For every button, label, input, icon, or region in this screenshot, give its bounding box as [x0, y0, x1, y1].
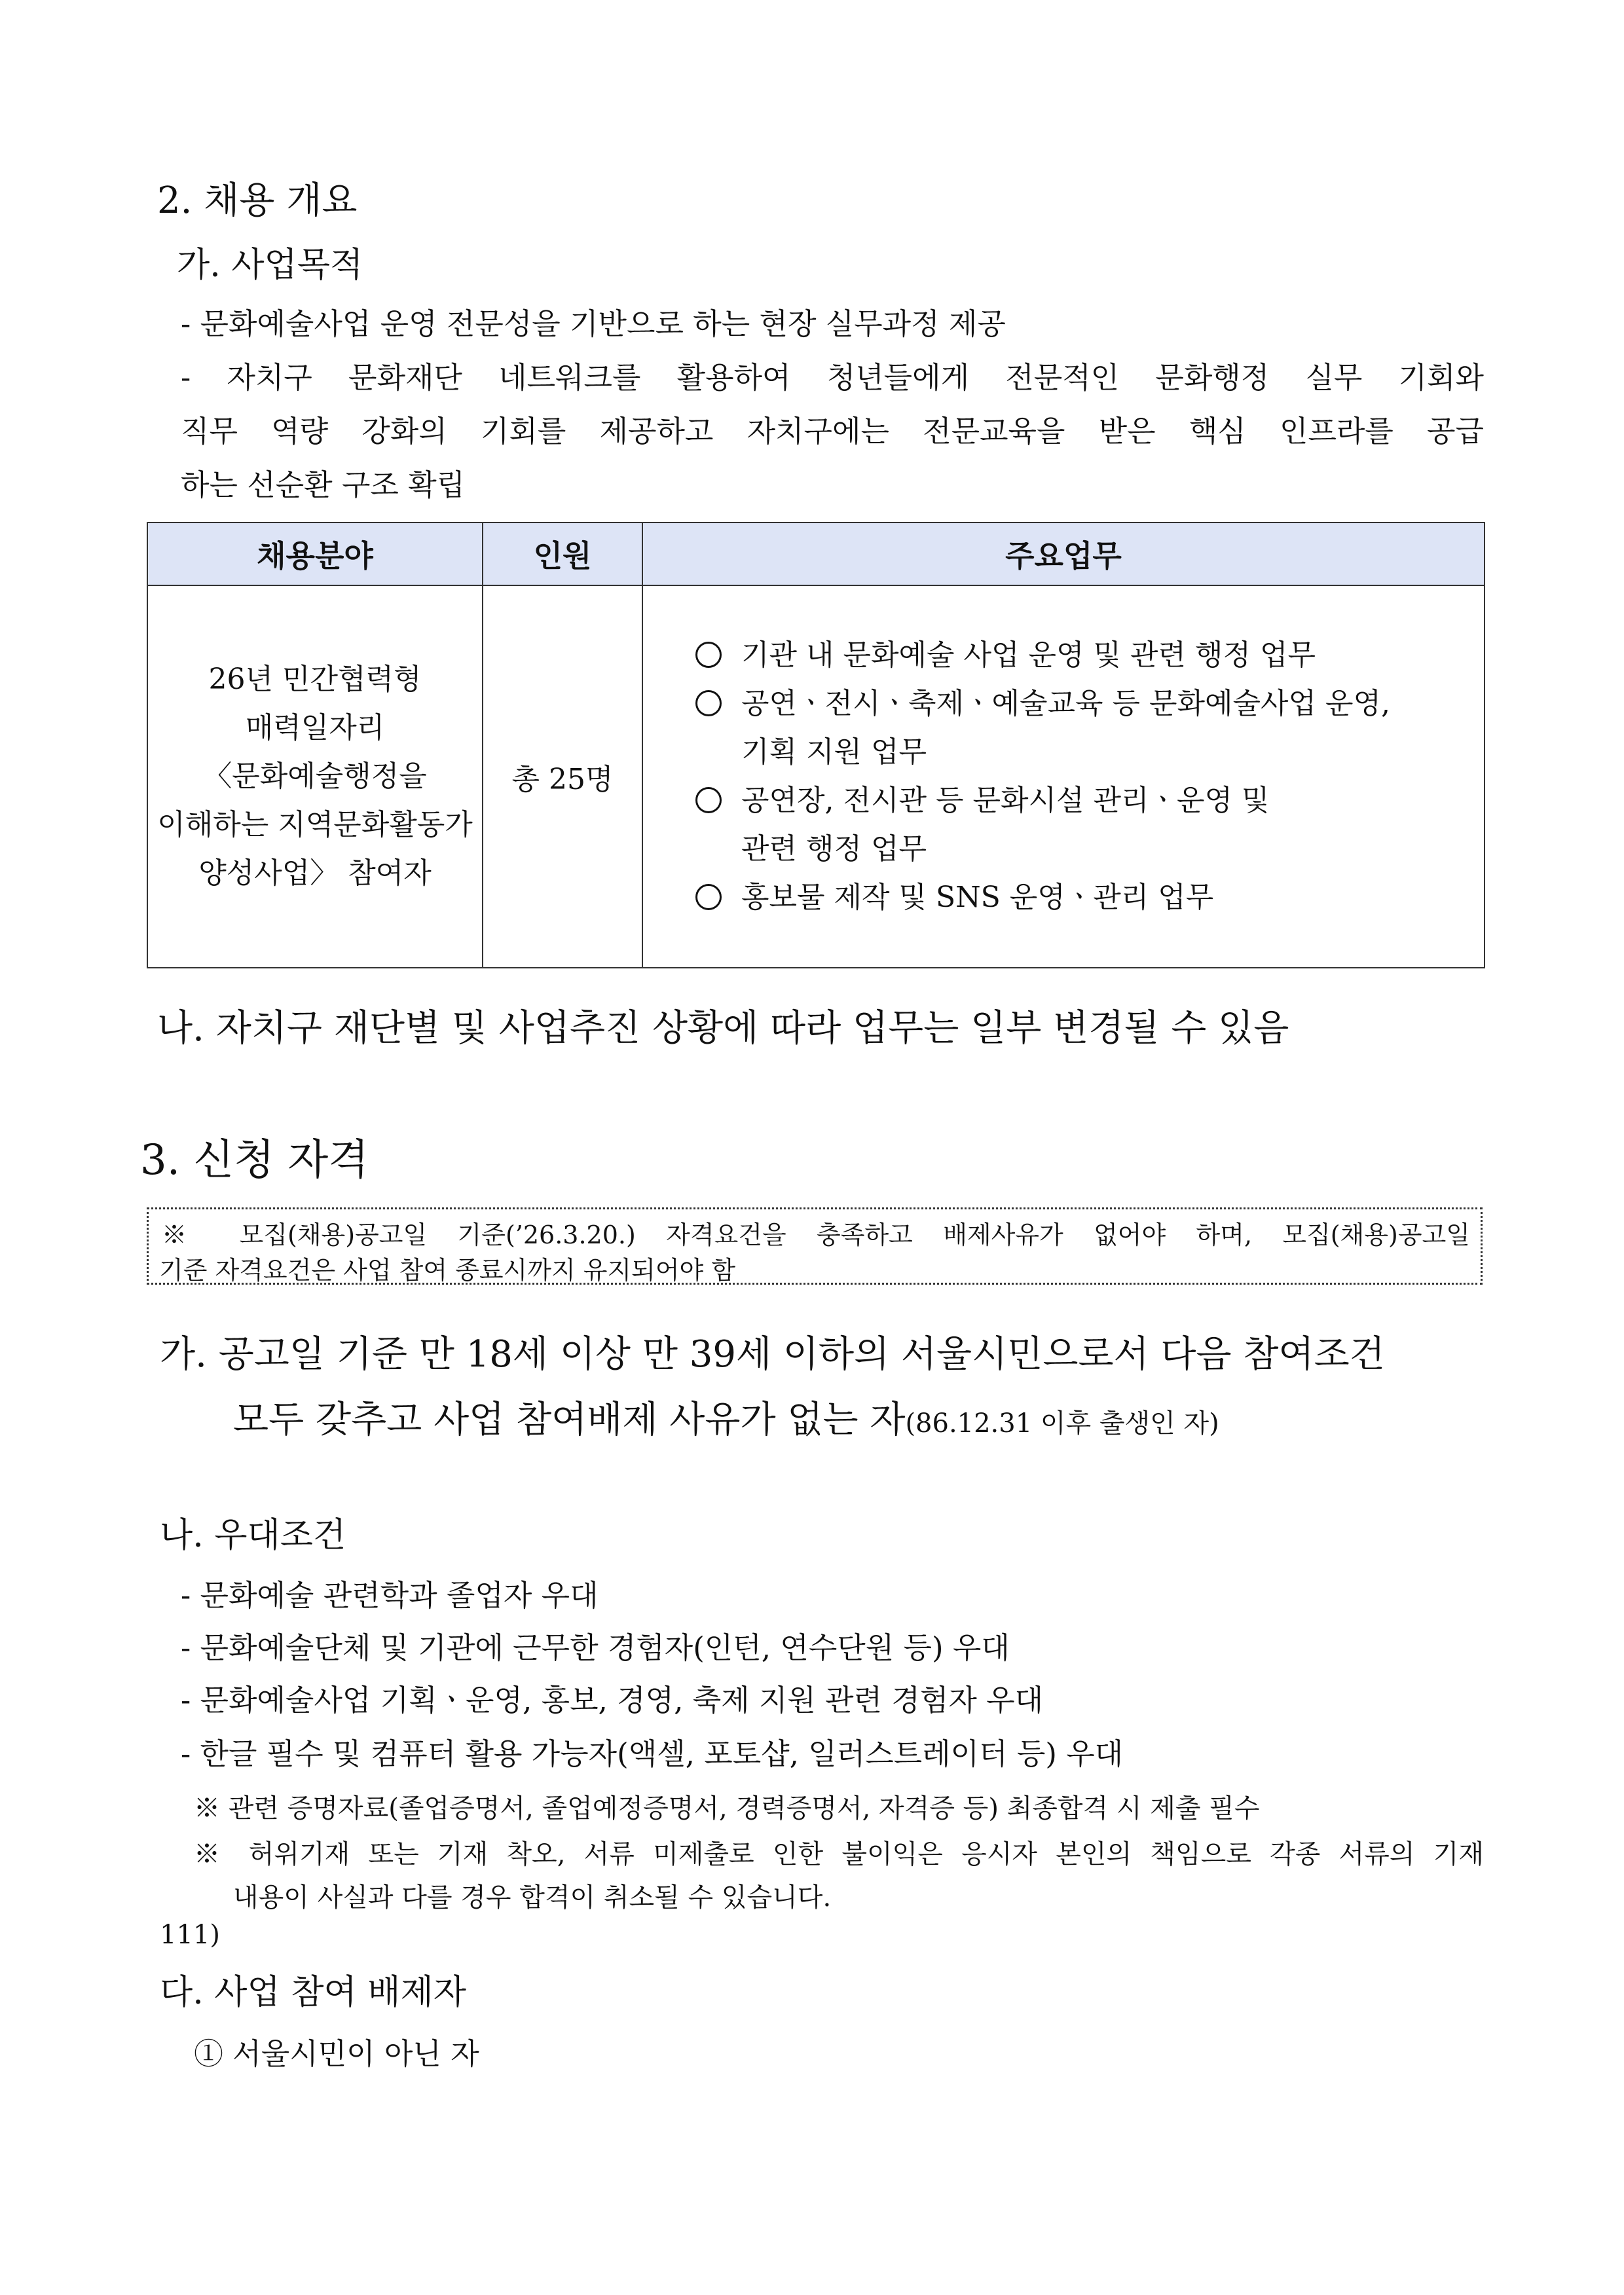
field-line: 이해하는 지역문화활동가 — [157, 808, 473, 841]
eligibility-line-1: 가. 공고일 기준 만 18세 이상 만 39세 이하의 서울시민으로서 다음 참여조건 — [160, 1333, 1385, 1376]
headcount-cell: 총 25명 — [483, 585, 642, 968]
purpose-title: 가. 사업목적 — [177, 246, 363, 285]
eligibility-notice-box — [147, 1207, 1483, 1285]
field-line: 〈문화예술행정을 — [203, 760, 427, 793]
table-header-row — [147, 523, 1485, 585]
purpose-line-4: 하는 선순환 구조 확립 — [181, 468, 466, 502]
preference-item: - 문화예술 관련학과 졸업자 우대 — [181, 1578, 599, 1613]
notice-line-1: ※ 모집(채용)공고일 기준(’26.3.20.) 자격요건을 충족하고 배제사유가 없어야 하며, 모집(채용)공고일 — [162, 1221, 1470, 1249]
preference-item: - 문화예술사업 기획ㆍ운영, 홍보, 경영, 축제 지원 관련 경험자 우대 — [181, 1683, 1044, 1717]
section3-heading: 3. 신청 자격 — [140, 1136, 369, 1184]
circle-bullet-icon — [695, 787, 722, 813]
field-line: 양성사업〉 참여자 — [198, 856, 432, 890]
duties-cell — [642, 585, 1485, 968]
purpose-line-2: - 자치구 문화재단 네트워크를 활용하여 청년들에게 전문적인 문화행정 실무 기회와 — [181, 360, 1484, 395]
eligibility-line-2 — [233, 1391, 1219, 1443]
header-duties: 주요업무 — [642, 523, 1485, 585]
field-line: 26년 민간협력형 — [208, 663, 422, 696]
duty-text: 관련 행정 업무 — [741, 832, 927, 866]
proof-note: ※ 관련 증명자료(졸업증명서, 졸업예정증명서, 경력증명서, 자격증 등) 최종합격 시 제출 필수 — [194, 1793, 1260, 1824]
duty-text: 기획 지원 업무 — [741, 735, 927, 769]
preference-item: - 문화예술단체 및 기관에 근무한 경험자(인턴, 연수단원 등) 우대 — [181, 1630, 1010, 1665]
table-row — [147, 585, 1485, 968]
duty-item — [695, 631, 1483, 680]
exclusion-item: ① 서울시민이 아닌 자 — [194, 2036, 479, 2071]
purpose-line-3: 직무 역량 강화의 기회를 제공하고 자치구에는 전문교육을 받은 핵심 인프라를 공급 — [181, 414, 1484, 449]
circle-bullet-icon — [695, 642, 722, 668]
duty-text: 공연ㆍ전시ㆍ축제ㆍ예술교육 등 문화예술사업 운영, — [741, 687, 1391, 720]
preference-title: 나. 우대조건 — [160, 1516, 346, 1555]
circle-bullet-icon — [695, 690, 722, 716]
field-cell — [147, 585, 483, 968]
notice-line-2: 기준 자격요건은 사업 참여 종료시까지 유지되어야 함 — [159, 1256, 736, 1285]
duty-item — [695, 680, 1483, 777]
duty-text: 기관 내 문화예술 사업 운영 및 관련 행정 업무 — [741, 638, 1316, 672]
stray-text: 111) — [160, 1920, 220, 1950]
false-entry-note-1: ※ 허위기재 또는 기재 착오, 서류 미제출로 인한 불이익은 응시자 본인의 책임으로 각종 서류의 기재 — [194, 1839, 1484, 1869]
duty-item — [695, 873, 1483, 922]
purpose-line-1: - 문화예술사업 운영 전문성을 기반으로 하는 현장 실무과정 제공 — [181, 306, 1006, 341]
change-notice: 나. 자치구 재단별 및 사업추진 상황에 따라 업무는 일부 변경될 수 있음 — [157, 1007, 1289, 1050]
birthdate-condition: (86.12.31 이후 출생인 자) — [905, 1408, 1219, 1439]
false-entry-note-2: 내용이 사실과 다를 경우 합격이 취소될 수 있습니다. — [233, 1882, 832, 1913]
duty-text: 공연장, 전시관 등 문화시설 관리ㆍ운영 및 — [741, 784, 1270, 817]
preference-item: - 한글 필수 및 컴퓨터 활용 가능자(액셀, 포토샵, 일러스트레이터 등) 우대 — [181, 1736, 1124, 1771]
eligibility-main: 모두 갖추고 사업 참여배제 사유가 없는 자 — [233, 1399, 906, 1441]
duty-text: 홍보물 제작 및 SNS 운영ㆍ관리 업무 — [741, 881, 1214, 914]
exclusion-title: 다. 사업 참여 배제자 — [160, 1973, 466, 2012]
circle-bullet-icon — [695, 884, 722, 910]
header-headcount: 인원 — [483, 523, 642, 585]
duty-item — [695, 777, 1483, 873]
recruitment-table — [147, 522, 1485, 968]
section2-heading: 2. 채용 개요 — [157, 179, 358, 222]
header-field: 채용분야 — [147, 523, 483, 585]
field-line: 매력일자리 — [245, 711, 385, 744]
